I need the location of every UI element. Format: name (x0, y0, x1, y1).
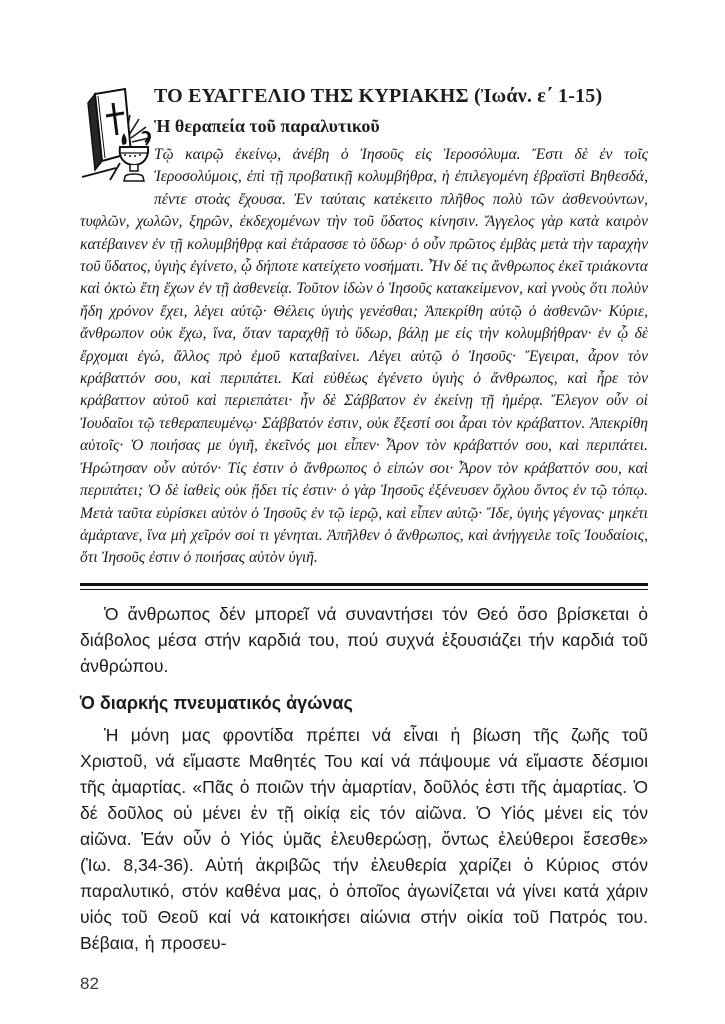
bible-lamp-icon (80, 85, 154, 189)
commentary-body-paragraph: Ἡ μόνη μας φροντίδα πρέπει νά εἶναι ἡ βίωση τῆς ζωῆς τοῦ Χριστοῦ, νά εἴμαστε Μαθητές Του καί νά πάψουμε νά εἴμαστε δέσμιοι τῆς ἁμαρτίας. «Πᾶς ὁ ποιῶν τήν ἁμαρτίαν, δοῦλός ἐστι τῆς ἁμαρτίας. Ὁ δέ δοῦλος οὐ μένει ἐν τῇ οἰκίᾳ εἰς τόν αἰῶνα. Ὁ Υἱός μένει εἰς τόν αἰῶνα. Ἐάν οὖν ὁ Υἱός ὑμᾶς ἐλευθερώσῃ, ὄντως ἐλεύθεροι ἔσεσθε» (Ἰω. 8,34-36). Αὐτή ἀκριβῶς τήν ἐλευθερία χαρίζει ὁ Κύριος στόν παραλυτικό, στόν καθένα μας, ὁ ὁποῖος ἀγωνίζεται νά γίνει κατά χάριν υἱός τοῦ Θεοῦ καί νά κατοικήσει αἰώνια στήν οἰκία τοῦ Πατρός του. Βέβαια, ἡ προσευ- (80, 724, 648, 953)
page-title: ΤΟ ΕΥΑΓΓΕΛΙΟ ΤΗΣ ΚΥΡΙΑΚΗΣ (Ἰωάν. ε΄ 1-15) (154, 85, 603, 107)
gospel-subtitle: Ἡ θεραπεία τοῦ παραλυτικοῦ (154, 116, 380, 136)
gospel-passage: Τῷ καιρῷ ἐκείνῳ, ἀνέβη ὁ Ἰησοῦς εἰς Ἱεροσόλυμα. Ἔστι δὲ ἐν τοῖς Ἱεροσολύμοις, ἐπὶ τῇ προβατικῇ κολυμβήθρα, ἡ ἐπιλεγομένη ἑβραϊστὶ Βηθεσδά, πέντε στοὰς ἔχουσα. Ἐν ταύταις κατέκειτο πλῆθος πολὺ τῶν ἀσθενούντων, τυφλῶν, χωλῶν, ξηρῶν, ἐκδεχομένων τὴν τοῦ ὕδατος κίνησιν. Ἄγγελος γὰρ κατὰ καιρὸν κατέβαινεν ἐν τῇ κολυμβήθρᾳ καὶ ἐτάρασσε τὸ ὕδωρ· ὁ οὖν πρῶτος ἐμβὰς μετὰ τὴν ταραχὴν τοῦ ὕδατος, ὑγιὴς ἐγίνετο, ᾧ δήποτε κατείχετο νοσήματι. Ἦν δέ τις ἄνθρωπος ἐκεῖ τριάκοντα καὶ ὀκτὼ ἔτη ἔχων ἐν τῇ ἀσθενείᾳ. Τοῦτον ἰδὼν ὁ Ἰησοῦς κατακείμενον, καὶ γνοὺς ὅτι πολὺν ἤδη χρόνον ἔχει, λέγει αὐτῷ· Θέλεις ὑγιὴς γενέσθαι; Ἀπεκρίθη αὐτῷ ὁ ἀσθενῶν· Κύριε, ἄνθρωπον οὐκ ἔχω, ἵνα, ὅταν ταραχθῇ τὸ ὕδωρ, βάλῃ με εἰς τὴν κολυμβήθραν· ἐν ᾧ δὲ ἔρχομαι ἐγώ, ἄλλος πρὸ ἐμοῦ καταβαίνει. Λέγει αὐτῷ ὁ Ἰησοῦς· Ἔγειραι, ἆρον τὸν κράβαττόν σου, καὶ περιπάτει. Καὶ εὐθέως ἐγένετο ὑγιὴς ὁ ἄνθρωπος, καὶ ἦρε τὸν κράβαττον αὐτοῦ καὶ περιεπάτει· ἦν δὲ Σάββατον ἐν ἐκείνῃ τῇ ἡμέρᾳ. Ἔλεγον οὖν οἱ Ἰουδαῖοι τῷ τεθεραπευμένῳ· Σάββατόν ἐστιν, οὐκ ἔξεστί σοι ἆραι τὸν κράβαττον. Ἀπεκρίθη αὐτοῖς· Ὁ ποιήσας με ὑγιῆ, ἐκεῖνός μοι εἶπεν· Ἆρον τὸν κράβαττόν σου, καὶ περιπάτει. Ἠρώτησαν οὖν αὐτόν· Τίς ἐστιν ὁ ἄνθρωπος ὁ εἰπών σοι· Ἆρον τὸν κράβαττόν σου, καὶ περιπάτει; Ὁ δὲ ἰαθεὶς οὐκ ᾔδει τίς ἐστιν· ὁ γὰρ Ἰησοῦς ἐξένευσεν ὄχλου ὄντος ἐν τῷ τόπῳ. Μετὰ ταῦτα εὑρίσκει αὐτὸν ὁ Ἰησοῦς ἐν τῷ ἱερῷ, καὶ εἶπεν αὐτῷ· Ἴδε, ὑγιὴς γέγονας· μηκέτι ἁμάρτανε, ἵνα μὴ χεῖρόν σοί τι γένηται. Ἀπῆλθεν ὁ ἄνθρωπος, καὶ ἀνήγγειλε τοῖς Ἰουδαίοις, ὅτι Ἰησοῦς ἐστιν ὁ ποιήσας αὐτὸν ὑγιῆ. (80, 146, 648, 567)
commentary-section-heading: Ὁ διαρκής πνευματικός ἀγώνας (80, 692, 353, 713)
section-divider (80, 583, 648, 590)
commentary-intro-paragraph: Ὁ ἄνθρωπος δέν μπορεῖ νά συναντήσει τόν Θεό ὅσο βρίσκεται ὁ διάβολος μέσα στήν καρδιά του, πού συχνά ἐξουσιάζει τήν καρδιά τοῦ ἀνθρώπου. (80, 603, 648, 676)
icon-base-line (82, 163, 120, 180)
page-number: 82 (80, 973, 99, 993)
